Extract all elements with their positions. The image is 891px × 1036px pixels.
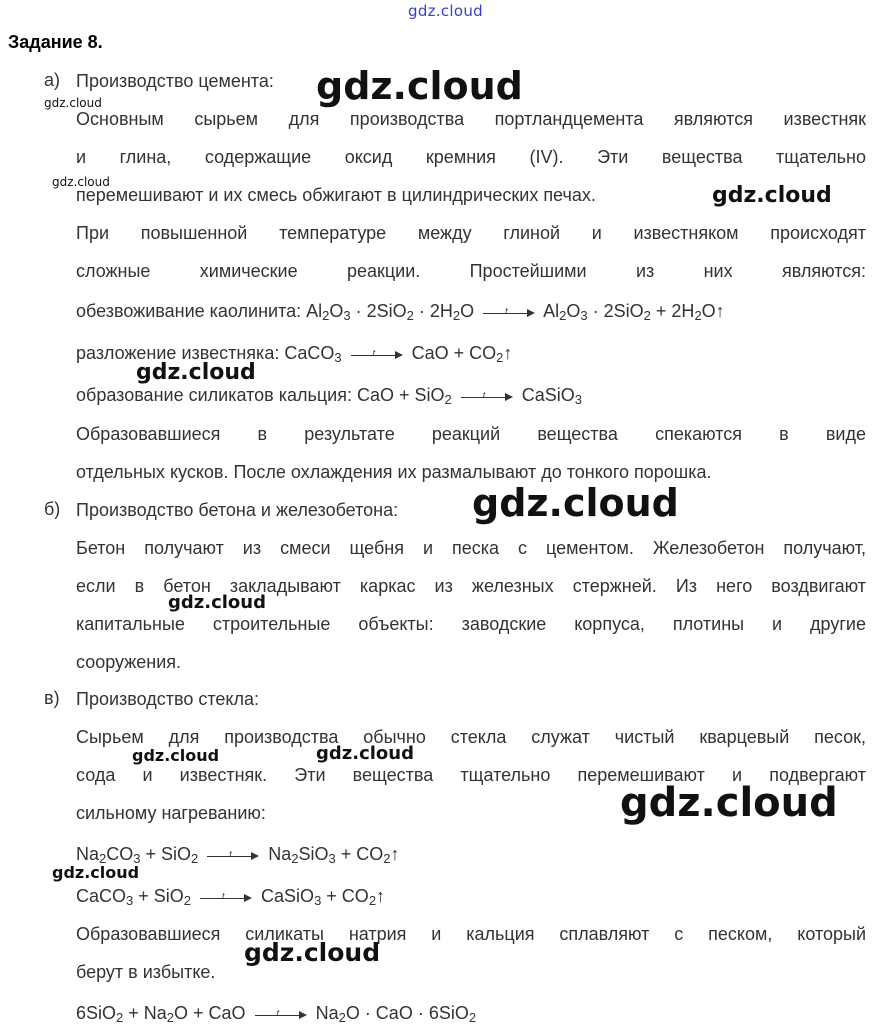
section-a-line-3: перемешивают и их смесь обжигают в цилиндрических печах. [76,185,596,205]
section-a-line-2: и глина, содержащие оксид кремния (IV). Эти вещества тщательно [76,147,866,167]
section-b-line-2: если в бетон закладывают каркас из железных стержней. Из него воздвигают [76,576,866,596]
reaction-limestone-glass: CaCO$_3$ + SiO$_2$ t CaSiO$_3$ + $CO_2↑$ [76,886,386,908]
heat-arrow-icon: t [255,1007,307,1021]
watermark: gdz.cloud [316,64,523,108]
section-c-after-2: берут в избытке. [76,962,216,982]
reaction-limestone: разложение известняка: CaCO$_3$ t CaO + $CO_2↑$ [76,343,513,365]
section-c-line-3: сильному нагреванию: [76,803,266,823]
reaction-silicate-label: образование силикатов кальция: [76,385,352,405]
watermark: gdz.cloud [44,96,102,110]
section-c-line-2: сода и известняк. Эти вещества тщательно перемешивают и подвергают [76,765,866,785]
watermark: gdz.cloud [52,175,110,189]
watermark: gdz.cloud [168,592,266,613]
section-a-heading: Производство цемента: [76,71,274,91]
section-b-line-3: капитальные строительные объекты: заводские корпуса, плотины и другие [76,614,866,634]
section-b-marker: б) [44,499,61,519]
watermark: gdz.cloud [712,183,832,208]
watermark: gdz.cloud [316,743,414,764]
section-c-marker: в) [44,688,60,708]
section-a-after-2: отдельных кусков. После охлаждения их размалывают до тонкого порошка. [76,462,712,482]
section-b-line-4: сооружения. [76,652,182,672]
watermark: gdz.cloud [136,360,256,385]
section-c-line-1: Сырьем для производства обычно стекла служат чистый кварцевый песок, [76,727,866,747]
task-title: Задание 8. [8,32,103,52]
heat-arrow-icon: t [200,890,252,904]
reaction-kaolinite: обезвоживание каолинита: $Al_2O_3 \cdot 2SiO_2 \cdot 2H_2O$ t $Al_2O_3 \cdot 2SiO_2$ + $2H_2O↑$ [76,301,725,323]
section-a-after-1: Образовавшиеся в результате реакций вещества спекаются в виде [76,424,866,444]
heat-arrow-icon: t [207,848,259,862]
reaction-kaolinite-label: обезвоживание каолинита: [76,301,302,321]
section-a-marker: а) [44,70,61,90]
section-a-line-1: Основным сырьем для производства портландцемента являются известняк [76,109,866,129]
reaction-soda: $Na_2CO_3 + SiO_2$ t $Na_2SiO_3$ + $CO_2↑$ [76,844,400,866]
heat-arrow-icon: t [351,347,403,361]
section-c-heading: Производство стекла: [76,689,260,709]
section-c-after-1: Образовавшиеся силикаты натрия и кальция сплавляют с песком, который [76,924,866,944]
watermark: gdz.cloud [52,863,140,882]
watermark: gdz.cloud [620,780,838,826]
section-a-line-5: сложные химические реакции. Простейшими из них являются: [76,261,866,281]
reaction-glass: $6SiO_2 + Na_2O$ + CaO t $Na_2O$ · CaO · 6SiO$_2$ [76,1003,477,1025]
watermark: gdz.cloud [132,746,220,765]
heat-arrow-icon: t [483,305,535,319]
heat-arrow-icon: t [461,389,513,403]
section-a-line-4: При повышенной температуре между глиной и известняком происходят [76,223,866,243]
section-b-line-1: Бетон получают из смеси щебня и песка с цементом. Железобетон получают, [76,538,866,558]
watermark-top: gdz.cloud [408,2,484,20]
reaction-silicate: образование силикатов кальция: CaO + SiO$_2$ t CaSiO$_3$ [76,385,583,407]
watermark: gdz.cloud [472,481,679,525]
section-b-heading: Производство бетона и железобетона: [76,500,399,520]
reaction-limestone-label: разложение известняка: [76,343,280,363]
watermark: gdz.cloud [244,938,381,967]
